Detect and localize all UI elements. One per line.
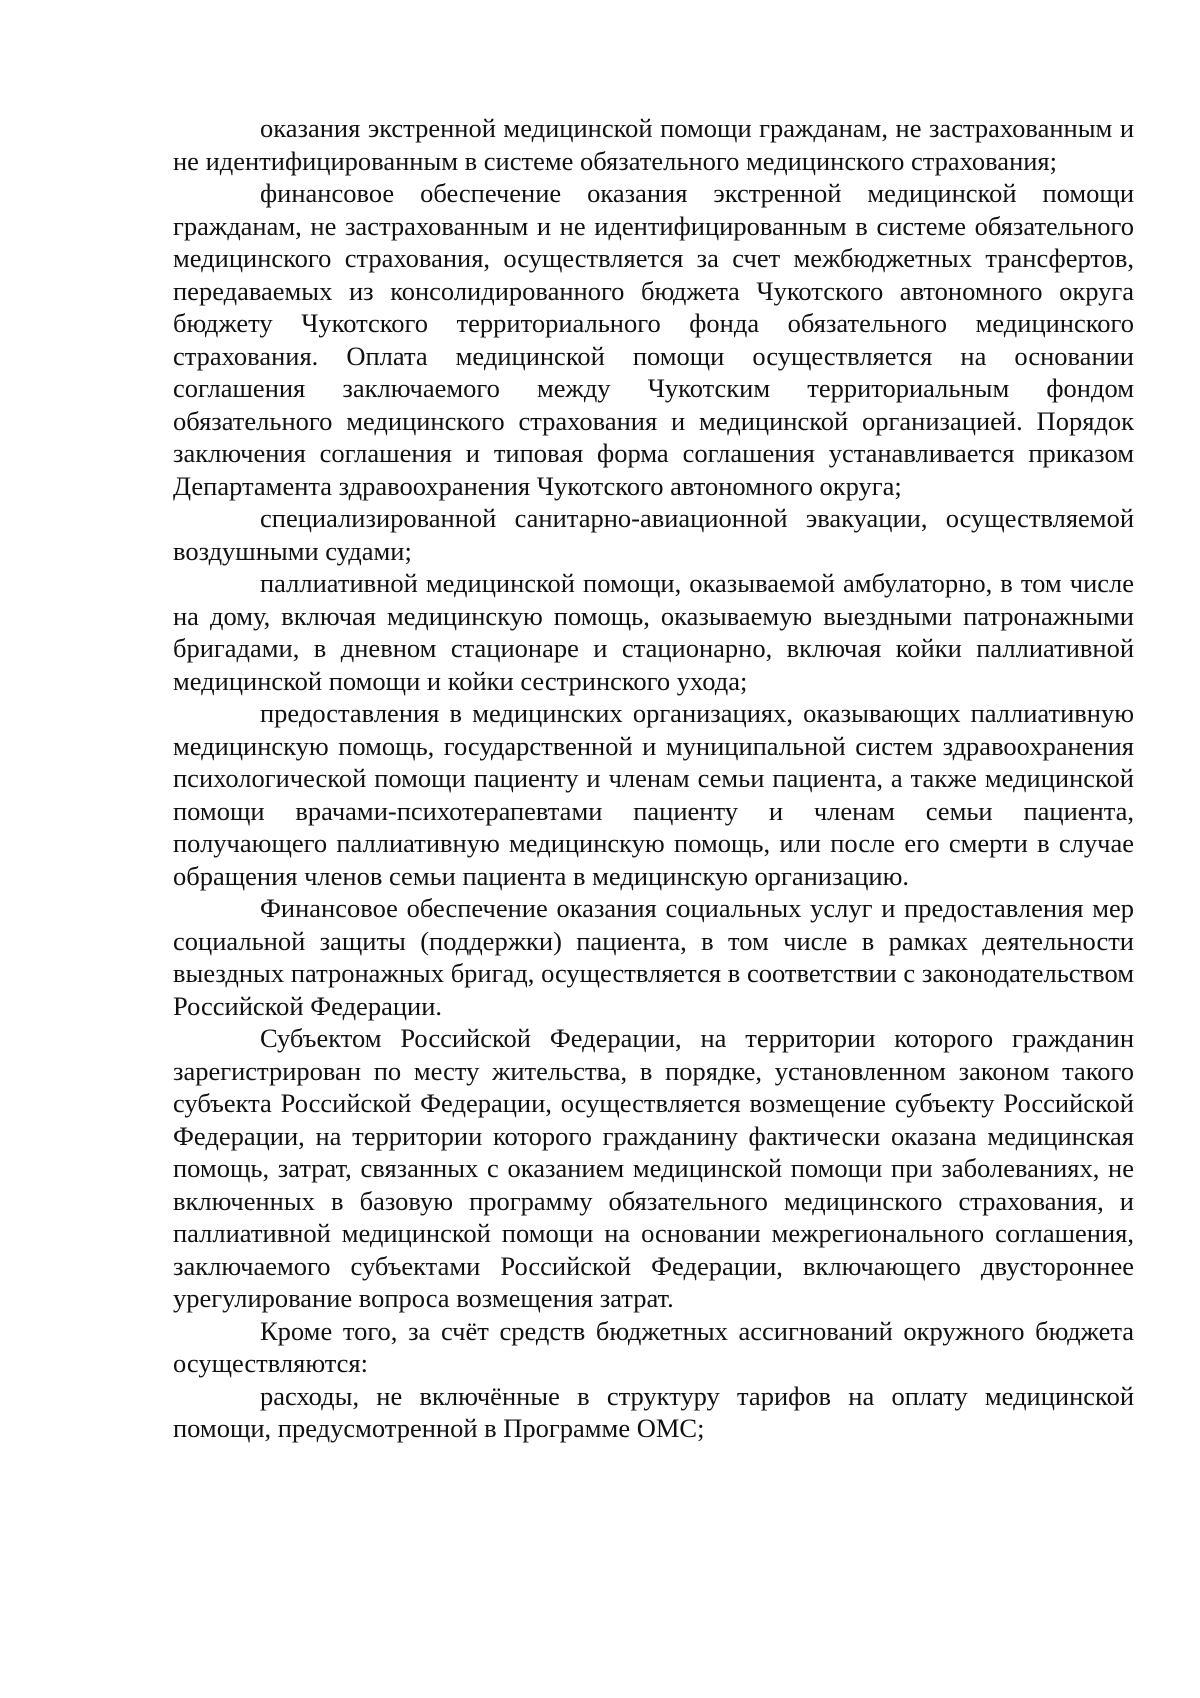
paragraph-emergency-financing: финансовое обеспечение оказания экстренной медицинской помощи гражданам, не застрахованным и не идентифицированным в системе обязательного медицинского страхования, осуществляется за счет межбюджетных трансфертов, передаваемых из консолидированного бюджета Чукотского автономного округа бюджету Чукотского территориального фонда обязательного медицинского страхования. Оплата медицинской помощи осуществляется на основании соглашения заключаемого между Чукотским территориальным фондом обязательного медицинского страхования и медицинской организацией. Порядок заключения соглашения и типовая форма соглашения устанавливается приказом Департамента здравоохранения Чукотского автономного округа; xyxy=(173,178,1134,501)
paragraph-social-services: Финансовое обеспечение оказания социальных услуг и предоставления мер социальной защиты (поддержки) пациента, в том числе в рамках деятельности выездных патронажных бригад, осуществляется в соответствии с законодательством Российской Федерации. xyxy=(173,893,1134,1021)
paragraph-cost-reimbursement: Субъектом Российской Федерации, на территории которого гражданин зарегистрирован по месту жительства, в порядке, установленном законом такого субъекта Российской Федерации, осуществляется возмещение субъекту Российской Федерации, на территории которого гражданину фактически оказана медицинская помощь, затрат, связанных с оказанием медицинской помощи при заболеваниях, не включенных в базовую программу обязательного медицинского страхования, и паллиативной медицинской помощи на основании межрегионального соглашения, заключаемого субъектами Российской Федерации, включающего двустороннее урегулирование вопроса возмещения затрат. xyxy=(173,1023,1134,1313)
paragraph-air-evacuation: специализированной санитарно-авиационной эвакуации, осуществляемой воздушными судами; xyxy=(173,503,1134,566)
paragraph-psychological-help: предоставления в медицинских организациях, оказывающих паллиативную медицинскую помощь, государственной и муниципальной систем здравоохранения психологической помощи пациенту и членам семьи пациента, а также медицинской помощи врачами-психотерапевтами пациенту и членам семьи пациента, получающего паллиативную медицинскую помощь, или после его смерти в случае обращения членов семьи пациента в медицинскую организацию. xyxy=(173,698,1134,891)
paragraph-emergency-care: оказания экстренной медицинской помощи гражданам, не застрахованным и не идентифицированным в системе обязательного медицинского страхования; xyxy=(173,113,1134,176)
paragraph-excluded-expenses: расходы, не включённые в структуру тарифов на оплату медицинской помощи, предусмотренной в Программе ОМС; xyxy=(173,1380,1134,1443)
paragraph-palliative-care: паллиативной медицинской помощи, оказываемой амбулаторно, в том числе на дому, включая медицинскую помощь, оказываемую выездными патронажными бригадами, в дневном стационаре и стационарно, включая койки паллиативной медицинской помощи и койки сестринского ухода; xyxy=(173,568,1134,696)
paragraph-budget-allocations: Кроме того, за счёт средств бюджетных ассигнований окружного бюджета осуществляются: xyxy=(173,1315,1134,1378)
document-page xyxy=(173,112,1134,1445)
